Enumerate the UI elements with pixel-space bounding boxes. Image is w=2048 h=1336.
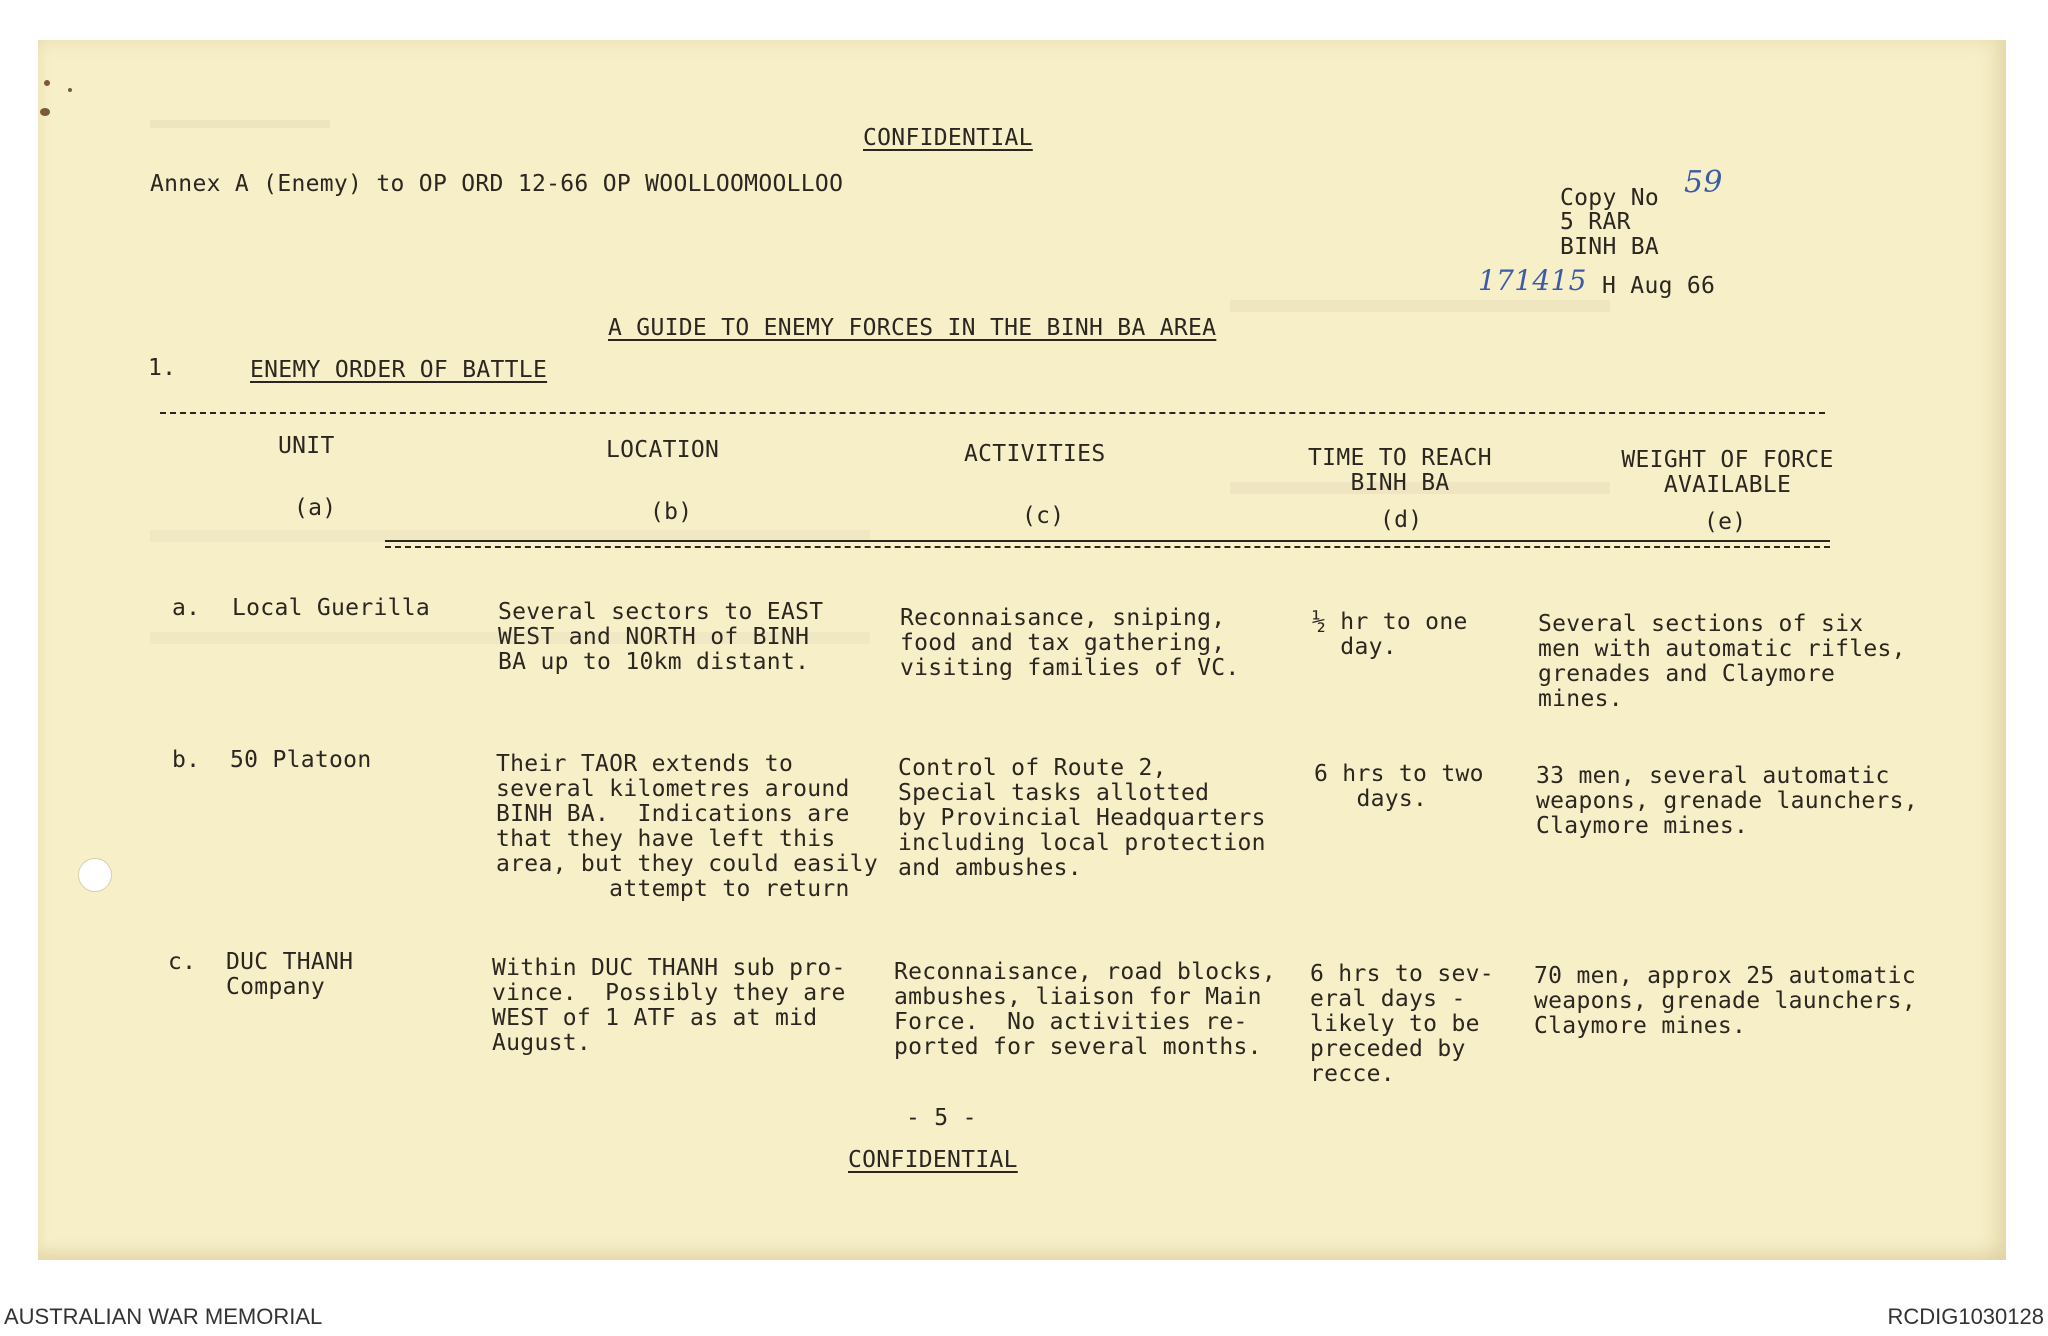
- punch-hole: [78, 858, 112, 892]
- copy-label: Copy No: [1560, 185, 1660, 211]
- row-a-index: a.: [172, 595, 201, 621]
- unit-designation: 5 RAR: [1560, 209, 1631, 235]
- annex-reference: Annex A (Enemy) to OP ORD 12-66 OP WOOLLOOMOOLLOO: [150, 171, 844, 197]
- column-header-unit: UNIT: [278, 433, 335, 459]
- row-c-location: Within DUC THANH sub pro- vince. Possibly they are WEST of 1 ATF as at mid August.: [492, 955, 846, 1056]
- row-a-weight: Several sections of six men with automatic rifles, grenades and Claymore mines.: [1538, 611, 1906, 712]
- column-header-weight: WEIGHT OF FORCE AVAILABLE: [1621, 447, 1834, 498]
- stain-mark: [44, 80, 50, 86]
- row-b-unit: 50 Platoon: [230, 747, 372, 773]
- archive-watermark-right: RCDIG1030128: [1887, 1304, 2044, 1329]
- table-header-rule: [385, 540, 1830, 542]
- dtg-typed: H Aug 66: [1602, 273, 1716, 299]
- table-header-rule-dashed: [385, 546, 1830, 548]
- row-a-location: Several sectors to EAST WEST and NORTH of BINH BA up to 10km distant.: [498, 599, 824, 675]
- document-title: A GUIDE TO ENEMY FORCES IN THE BINH BA AREA: [608, 315, 1217, 341]
- row-a-time: ½ hr to one day.: [1312, 609, 1468, 660]
- row-b-weight: 33 men, several automatic weapons, grenade launchers, Claymore mines.: [1536, 763, 1918, 839]
- place-name: BINH BA: [1560, 234, 1660, 260]
- row-b-activities: Control of Route 2, Special tasks allotted by Provincial Headquarters including local protection and ambushes.: [898, 755, 1266, 881]
- column-header-activities: ACTIVITIES: [964, 441, 1106, 467]
- row-c-index: c.: [168, 949, 197, 975]
- section-heading: ENEMY ORDER OF BATTLE: [250, 357, 548, 383]
- row-b-index: b.: [172, 747, 201, 773]
- column-letter-activities: (c): [1022, 503, 1065, 529]
- row-c-unit: DUC THANH Company: [226, 949, 354, 1000]
- column-letter-time: (d): [1380, 507, 1423, 533]
- page-number: - 5 -: [906, 1105, 977, 1131]
- archive-watermark-left: AUSTRALIAN WAR MEMORIAL: [4, 1304, 323, 1329]
- bottom-confidential-stamp: CONFIDENTIAL: [848, 1147, 1018, 1173]
- row-c-activities: Reconnaisance, road blocks, ambushes, liaison for Main Force. No activities re- ported for several months.: [894, 959, 1276, 1060]
- row-a-activities: Reconnaisance, sniping, food and tax gathering, visiting families of VC.: [900, 605, 1240, 681]
- column-letter-unit: (a): [294, 495, 337, 521]
- row-b-time: 6 hrs to two days.: [1314, 761, 1484, 812]
- table-top-rule: [160, 412, 1825, 414]
- stain-mark: [40, 108, 50, 116]
- column-header-time: TIME TO REACH BINH BA: [1308, 445, 1492, 496]
- row-c-time: 6 hrs to sev- eral days - likely to be preceded by recce.: [1310, 961, 1494, 1087]
- row-b-location: Their TAOR extends to several kilometres around BINH BA. Indications are that they have left this area, but they could easily attempt to return: [496, 751, 878, 902]
- dtg-handwritten: 171415: [1478, 264, 1587, 297]
- row-c-weight: 70 men, approx 25 automatic weapons, grenade launchers, Claymore mines.: [1534, 963, 1916, 1039]
- row-a-unit: Local Guerilla: [232, 595, 431, 621]
- column-header-location: LOCATION: [606, 437, 720, 463]
- column-letter-location: (b): [650, 499, 693, 525]
- stain-mark: [68, 88, 72, 92]
- top-confidential-stamp: CONFIDENTIAL: [863, 125, 1033, 151]
- copy-number-handwritten: 59: [1684, 165, 1723, 200]
- column-letter-weight: (e): [1704, 509, 1747, 535]
- section-number: 1.: [148, 355, 177, 381]
